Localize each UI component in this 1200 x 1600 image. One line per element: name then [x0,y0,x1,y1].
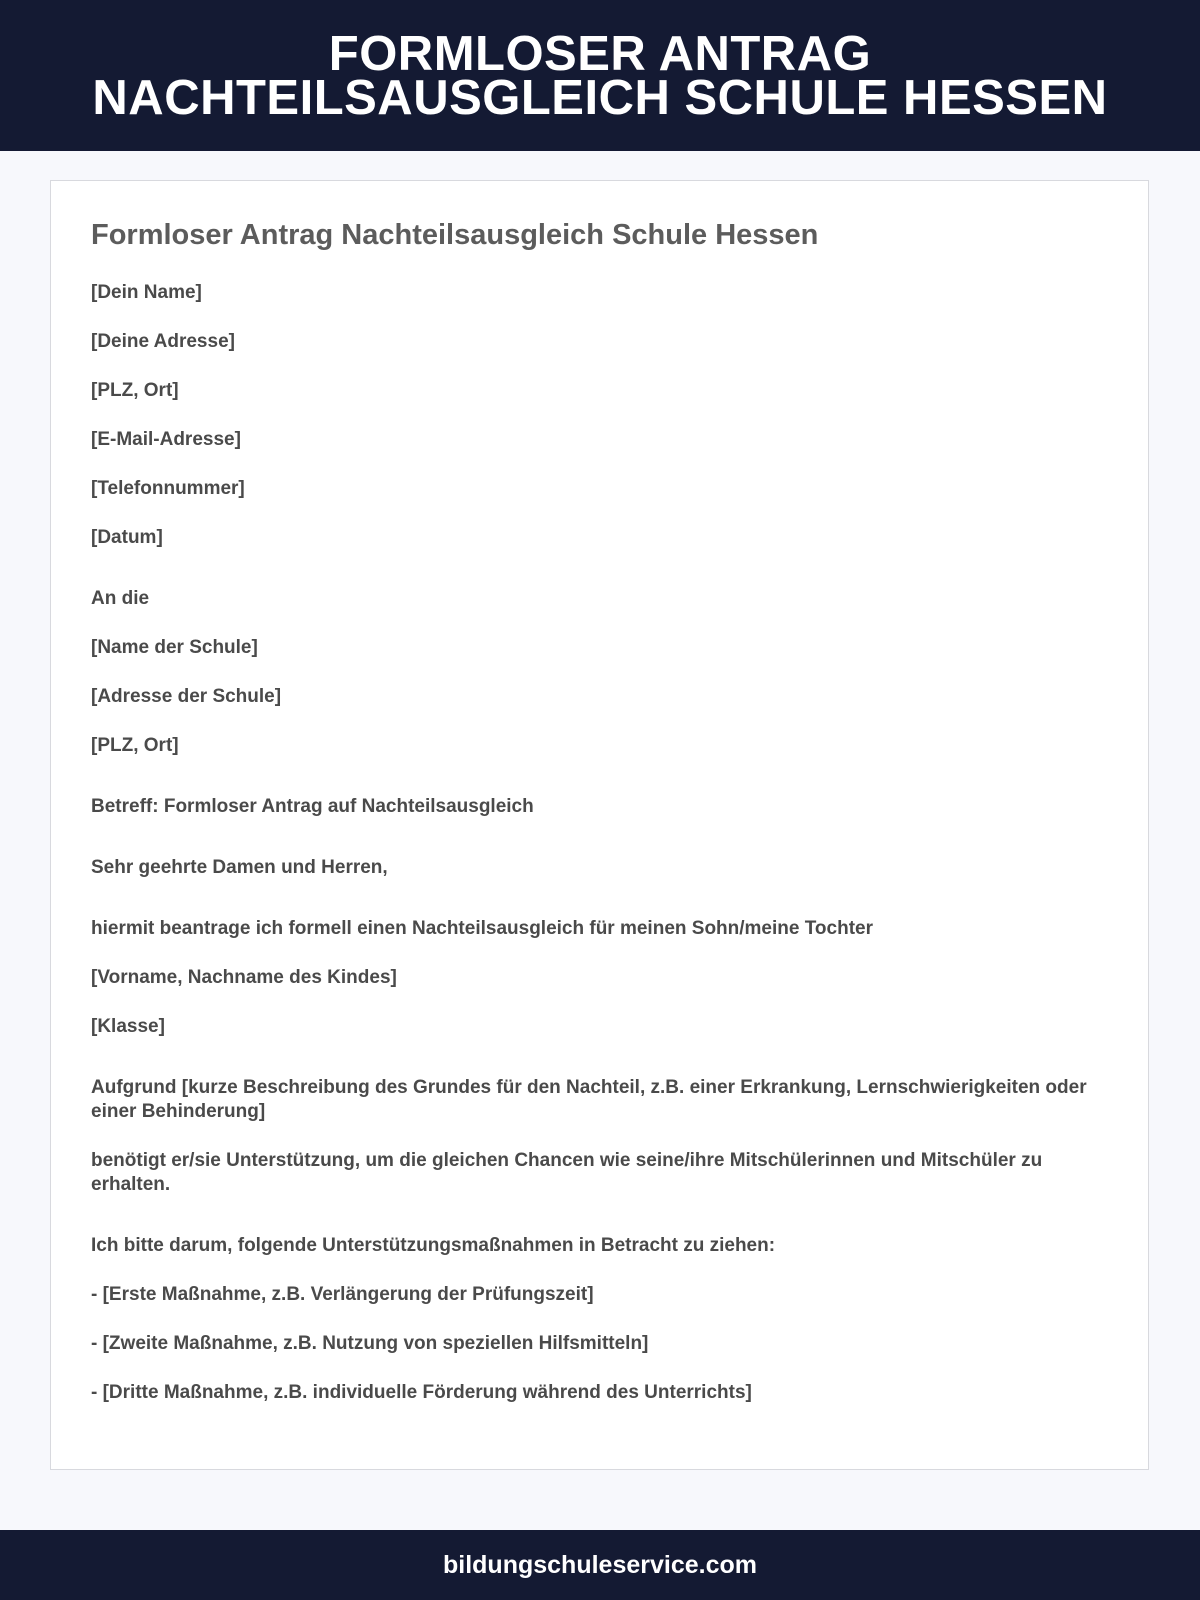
salutation: Sehr geehrte Damen und Herren, [91,857,388,878]
recipient-school-address: [Adresse der Schule] [91,686,282,707]
document-title: Formloser Antrag Nachteilsausgleich Schule Hessen [91,219,819,251]
reason-paragraph: Aufgrund [kurze Beschreibung des Grundes für den Nachteil, z.B. einer Erkrankung, Lernschwierigkeiten oder einer Behinderung] [91,1077,1087,1122]
child-class: [Klasse] [91,1016,165,1037]
sender-phone: [Telefonnummer] [91,478,245,499]
recipient-zip-city: [PLZ, Ort] [91,735,179,756]
sender-address: [Deine Adresse] [91,331,235,352]
sender-name: [Dein Name] [91,282,202,303]
document-card [50,180,1149,1470]
subject-line: Betreff: Formloser Antrag auf Nachteilsausgleich [91,796,534,817]
recipient-school-name: [Name der Schule] [91,637,258,658]
letter-date: [Datum] [91,527,163,548]
child-name: [Vorname, Nachname des Kindes] [91,967,397,988]
footer-site-name: bildungschuleservice.com [443,1550,757,1579]
measures-intro: Ich bitte darum, folgende Unterstützungsmaßnahmen in Betracht zu ziehen: [91,1235,776,1256]
sender-zip-city: [PLZ, Ort] [91,380,179,401]
measure-item: - [Dritte Maßnahme, z.B. individuelle Förderung während des Unterrichts] [91,1382,752,1403]
header-banner [0,0,1200,151]
request-intro: hiermit beantrage ich formell einen Nachteilsausgleich für meinen Sohn/meine Tochter [91,918,873,939]
recipient-intro: An die [91,588,150,609]
measure-item: - [Erste Maßnahme, z.B. Verlängerung der Prüfungszeit] [91,1284,594,1305]
need-paragraph: benötigt er/sie Unterstützung, um die gleichen Chancen wie seine/ihre Mitschülerinnen und Mitschüler zu erhalten. [91,1150,1043,1195]
measure-item: - [Zweite Maßnahme, z.B. Nutzung von speziellen Hilfsmitteln] [91,1333,649,1354]
letter-body [91,281,1101,1405]
sender-email: [E-Mail-Adresse] [91,429,241,450]
footer-banner [0,1530,1200,1600]
banner-title: FORMLOSER ANTRAG NACHTEILSAUSGLEICH SCHULE HESSEN [92,26,1108,125]
